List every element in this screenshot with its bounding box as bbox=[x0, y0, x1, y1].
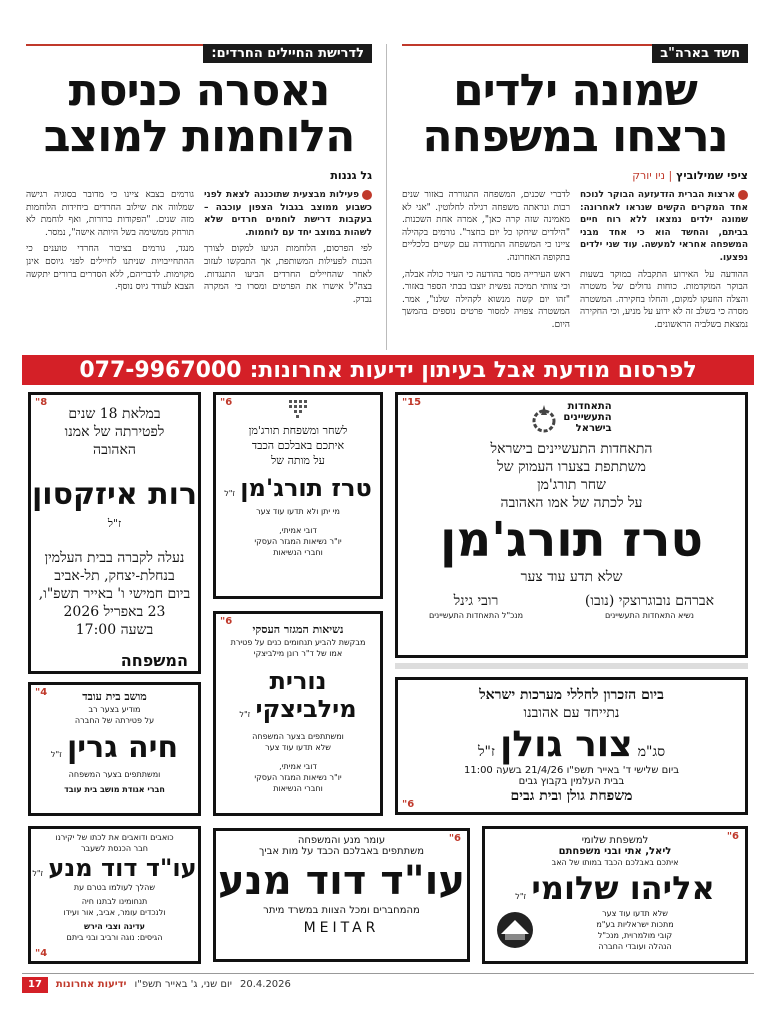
ad-line: נשיאות המגזר העסקי bbox=[252, 623, 344, 636]
author: גל גננות bbox=[330, 169, 372, 182]
obituary-haya bbox=[28, 682, 201, 816]
deceased-name bbox=[485, 868, 745, 908]
banner-phone[interactable]: 077-9967000 bbox=[79, 357, 242, 383]
ad-line: שלא תדע עוד צער bbox=[520, 569, 623, 585]
ad-banner bbox=[22, 355, 754, 385]
ad-line: מודיע בצער רב bbox=[88, 705, 141, 714]
ad-size: 6" bbox=[402, 799, 415, 810]
obituary-eliyahu bbox=[482, 826, 748, 964]
grid-logo-icon bbox=[288, 399, 308, 419]
story-column bbox=[26, 189, 194, 362]
ad-line: ביום חמישי ו' באייר תשפ"ו, bbox=[38, 586, 191, 602]
ad-line: דובי אמיתי, bbox=[279, 762, 317, 771]
story-column bbox=[204, 189, 372, 362]
ad-line: שהלך לעולמו בטרם עת bbox=[73, 883, 156, 892]
ad-size: 6" bbox=[220, 616, 233, 627]
ad-line: קובי מולמרוית, מנכ"ל bbox=[597, 931, 673, 940]
ad-line: ומשתתפים בצער המשפחה bbox=[252, 732, 344, 741]
signer-name: אברהם נובוגרוצקי (נובו) bbox=[584, 593, 715, 609]
ad-line: בבית העלמין בקבוץ גבים bbox=[518, 776, 625, 787]
ad-line: ביום שלישי ד' באייר תשפ"ו 21/4/26 בשעה 11:00 bbox=[463, 765, 680, 776]
zl-text: ז"ל bbox=[515, 892, 527, 901]
signer-name: רובי גינל bbox=[453, 593, 499, 609]
headline-line: שמונה ילדים bbox=[453, 65, 697, 116]
ad-line: מתכות ישראליות בע"מ bbox=[596, 920, 674, 929]
story-column bbox=[402, 189, 570, 362]
story-paragraph: גורמים בצבא ציינו כי מדובר בסוגיה רגישה שמלווה את שילוב החרדים ביחידות הלוחמות מזה שנים. "הפקודות ברורות, ואף לוחמת לא תורחק ממשימה בשל היותה אישה", נמסר. bbox=[26, 190, 194, 238]
deceased-name bbox=[216, 474, 380, 502]
ad-line: למשפחת שלומי bbox=[581, 835, 649, 846]
ad-size: 8" bbox=[35, 397, 48, 408]
story-paragraph: ההודעה על האירוע התקבלה במוקד בשעות הבוקר המוקדמות. כוחות גדולים של משטרה והצלה הוזעקו למקום, והחלו בחקירה. המשטרה מסרה כי בשלב זה לא ידוע על מניע, וכי החקירה נמצאת בשלביה הראשונים. bbox=[580, 269, 748, 330]
ad-line: משתתפת בצערו העמוק של bbox=[497, 459, 646, 475]
ad-line: ומשתתפים בצער המשפחה bbox=[68, 770, 161, 779]
ad-size: 15" bbox=[402, 397, 422, 408]
ad-line: על לכתה של אמו האהובה bbox=[500, 495, 643, 511]
deceased-name bbox=[216, 667, 380, 723]
story-kicker: חשד בארה"ב bbox=[652, 44, 748, 63]
ad-line: שלא תדעו עוד צער bbox=[265, 743, 331, 752]
zl-text: ז"ל bbox=[477, 744, 495, 760]
name-text: חיה גרין bbox=[67, 730, 179, 765]
signature: חברי אגודת מושב בית עובד bbox=[64, 785, 165, 794]
obituary-david-left bbox=[28, 826, 201, 964]
ad-size: 4" bbox=[35, 687, 48, 698]
ad-line: דובי אמיתי, bbox=[279, 526, 317, 535]
arrow-icon bbox=[362, 190, 372, 200]
story-paragraph: לפי הפרסום, הלוחמות הגיעו למקום לצורך הכנות לפעילות המשותפת, אך התבקשו לעזוב לאחר שהחיילים החרדים הביעו התנגדות. בצה"ל אישרו את הפרטים ומסרו כי המקרה נבדק. bbox=[204, 244, 372, 305]
ad-line: לשחר ומשפחת תורג'מן bbox=[248, 424, 348, 437]
deceased-name bbox=[31, 730, 198, 765]
signature: משפחת גולן ובית גבים bbox=[510, 788, 633, 804]
story-headline bbox=[26, 65, 372, 162]
meitar-logo: MEITAR bbox=[303, 920, 380, 936]
right-story bbox=[402, 44, 748, 362]
banner-text: לפרסום מודעת אבל בעיתון ידיעות אחרונות: bbox=[249, 357, 697, 383]
rank-text: סג"מ bbox=[637, 744, 666, 760]
story-paragraph: ראש העירייה מסר בהודעה כי העיר כולה אבלה, וכי צוותי תמיכה נפשית יוצבו בבתי הספר באזור. "זהו יום קשה מנשוא לקהילה שלנו", אמר. המשטרה צפויה למסור פרטים נוספים בהמשך היום. bbox=[402, 269, 570, 330]
ad-line: במלאת 18 שנים bbox=[68, 406, 161, 422]
name-text: טרז תורג'מן bbox=[240, 474, 372, 502]
zl-text: ז"ל bbox=[239, 710, 251, 719]
signatures bbox=[398, 592, 745, 621]
ad-line: תנחומינו לבתנו חיה bbox=[81, 897, 148, 906]
ad-size: 4" bbox=[35, 948, 48, 959]
ad-line: עומר מנע והמשפחה bbox=[297, 835, 386, 846]
zl-text: ז"ל bbox=[224, 489, 236, 498]
footer-date: 20.4.2026 bbox=[240, 979, 291, 990]
ad-line: מבקשת להביע תנחומים כנים על פטירת bbox=[230, 638, 366, 647]
ad-line: וחברי הנשיאות bbox=[273, 784, 323, 793]
column-divider bbox=[386, 44, 387, 350]
newspaper-name: ידיעות אחרונות bbox=[55, 979, 127, 990]
name-text: עו"ד דוד מנע bbox=[48, 854, 197, 882]
ad-line: שלא תדעו עוד צער bbox=[602, 909, 668, 918]
page-number: 17 bbox=[22, 977, 48, 993]
ad-line: מי יתן ולא תדעו עוד צער bbox=[256, 507, 340, 516]
footer-hebrew-date: יום שני, ג' באייר תשפ"ו bbox=[134, 979, 232, 990]
ad-line: נתייחד עם אהובנו bbox=[523, 705, 620, 721]
name-text: צור גולן bbox=[499, 724, 633, 765]
zl-text: ז"ל bbox=[107, 517, 122, 530]
ad-line: מושב בית עובד bbox=[82, 690, 147, 703]
headline-line: הלוחמות למוצב bbox=[43, 111, 355, 162]
story-paragraph: לדברי שכנים, המשפחה התגוררה באזור שנים רבות ונראתה משפחה רגילה לחלוטין. "אני לא מאמינה שזה קרה כאן", אמרה אחת השכנות. "הילדים שיחקו כל יום בחצר". גורמים בקהילה ציינו כי המשפחה התמודדה עם קשיים כלכליים בתקופה האחרונה. bbox=[402, 190, 570, 263]
ad-line: חבר הכנסת לשעבר bbox=[81, 844, 148, 853]
name-text: אליהו שלומי bbox=[531, 869, 715, 907]
ad-line: משתתפים באבלכם הכבד על מות אביך bbox=[258, 846, 425, 857]
ad-size: 6" bbox=[726, 831, 739, 842]
ad-line: הנהלה ועובדי החברה bbox=[598, 942, 672, 951]
industrialists-logo-icon bbox=[531, 403, 557, 433]
headline-line: נאסרה כניסת bbox=[68, 65, 330, 116]
ad-line: יו"ר נשיאות המגזר העסקי bbox=[254, 773, 342, 782]
divider bbox=[395, 663, 748, 669]
ad-line: נעלה לקברה בבית העלמין bbox=[44, 550, 185, 566]
story-columns bbox=[26, 189, 372, 362]
deceased-name bbox=[31, 477, 198, 531]
ad-line: התאחדות התעשיינים בישראל bbox=[490, 441, 653, 457]
ad-line: לפטירתה של אמנו bbox=[64, 424, 165, 440]
author: ציפי שמילוביץ bbox=[676, 169, 748, 182]
company-logo-icon bbox=[495, 910, 535, 950]
obituary-tzur bbox=[395, 677, 748, 815]
org-name: בישראל bbox=[575, 423, 612, 434]
org-name: התעשיינים bbox=[563, 412, 612, 423]
dateline: ניו יורק bbox=[632, 169, 666, 182]
ad-line: ביום הזכרון לחללי מערכות ישראל bbox=[479, 687, 664, 703]
signer-title: מנכ"ל התאחדות התעשיינים bbox=[428, 611, 524, 620]
ad-line: בנחלת-יצחק, תל-אביב bbox=[54, 568, 175, 584]
deceased-name: עו"ד דוד מנע bbox=[217, 858, 466, 904]
ad-line: איתכם באבלכם הכבד bbox=[251, 439, 345, 452]
ad-line: איתכם באבלכם הכבד במותו של האב bbox=[551, 858, 679, 867]
ad-line: אמו של ד"ר רונן מילביצקי bbox=[253, 649, 343, 658]
org-logo bbox=[398, 401, 745, 434]
headline-line: נרצחו במשפחה bbox=[422, 111, 728, 162]
ad-line: האהובה bbox=[93, 442, 136, 458]
obituary-nurit bbox=[213, 611, 383, 816]
left-story bbox=[26, 44, 372, 362]
zl-text: ז"ל bbox=[50, 750, 62, 759]
ad-line: עדינה וצבי הירש bbox=[83, 922, 145, 931]
ad-line: יו"ר נשיאות המגזר העסקי bbox=[254, 537, 342, 546]
zl-text: ז"ל bbox=[32, 869, 44, 878]
signer-title: נשיא התאחדות התעשיינים bbox=[604, 611, 694, 620]
ad-line: וחברי הנשיאות bbox=[273, 548, 323, 557]
signature: המשפחה bbox=[120, 651, 188, 670]
ad-line: בשעה 17:00 bbox=[75, 622, 154, 638]
story-column bbox=[580, 189, 748, 362]
deceased-name bbox=[31, 854, 198, 882]
ad-line: 23 באפריל 2026 bbox=[63, 604, 166, 620]
story-columns bbox=[402, 189, 748, 362]
ad-line: שחר תורג'מן bbox=[537, 477, 606, 493]
ad-line: ולנכדים עומר, אביב, אור ועידו bbox=[63, 908, 166, 917]
story-lead: ארצות הברית הזדעזעה הבוקר לנוכח אחד המקרים הקשים שנראו לאחרונה: שמונה ילדים נמצאו ללא רוח חיים בביתם, והחשד הוא כי אחד מבני המשפחה אחראי למעשה. עוד שני ילדים נפצעו. bbox=[580, 190, 748, 263]
org-name: התאחדות bbox=[567, 401, 612, 412]
ad-line: כואבים ודואבים את לכתו של יקירנו bbox=[55, 833, 174, 842]
obituary-teres-large bbox=[395, 392, 748, 658]
ad-line: ליאל, אתי ובני משפחתם bbox=[558, 846, 672, 857]
story-lead: פעילות מבצעית שתוכננה לצאת לפני כשבוע ממוצב בגבול הצפון עוכבה – בעקבות דרישת לוחמים חרדים שלא לשהות במוצב יחד עם לוחמות. bbox=[204, 190, 372, 238]
deceased-name: טרז תורג'מן bbox=[440, 512, 703, 568]
byline bbox=[330, 169, 372, 182]
byline: ציפי שמילוביץ | ניו יורק bbox=[632, 169, 748, 182]
obituary-ruth bbox=[28, 392, 201, 674]
ad-size: 6" bbox=[448, 833, 461, 844]
deceased-name bbox=[398, 724, 745, 765]
ad-line: על מותה של bbox=[271, 454, 325, 467]
story-kicker: לדרישת החיילים החרדים: bbox=[203, 44, 372, 63]
ad-line: מהמחברים ומכל הצוות במשרד מיתר bbox=[263, 905, 420, 916]
page-footer bbox=[22, 973, 754, 995]
name-text: רות איזקסון bbox=[31, 477, 198, 512]
obituary-teres-small bbox=[213, 392, 383, 599]
arrow-icon bbox=[738, 190, 748, 200]
ad-line: על פטירתה של החברה bbox=[74, 716, 155, 725]
obituary-david-center bbox=[213, 828, 470, 962]
story-paragraph: מנגד, גורמים בציבור החרדי טוענים כי ההתחייבויות שניתנו לחיילים לפני גיוסם אינן מקוימות. לדבריהם, ללא הסדרים ברורים יתקשה הצבא לעודד גיוס נוסף. bbox=[26, 244, 194, 293]
name-text: נורית מילביצקי bbox=[255, 667, 357, 723]
story-headline bbox=[402, 65, 748, 162]
ad-line: הגיסים: נוגה ורביב ובני ביתם bbox=[66, 933, 163, 942]
ad-size: 6" bbox=[220, 397, 233, 408]
